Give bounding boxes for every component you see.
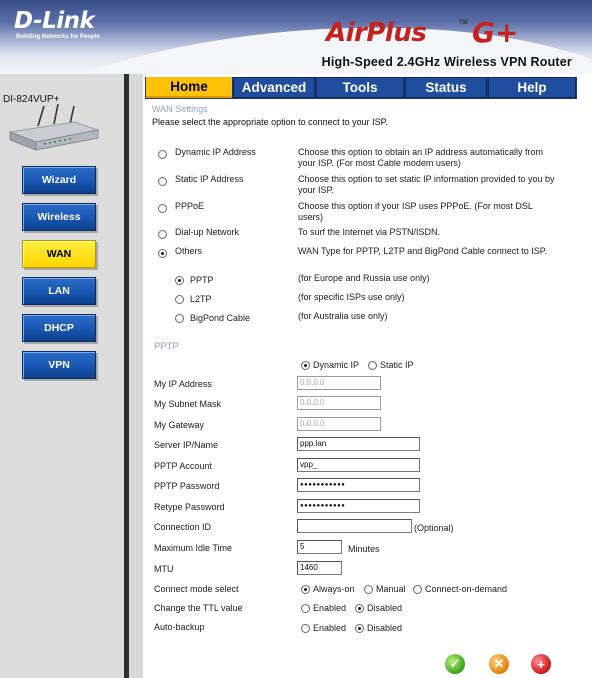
tab-tools[interactable]: Tools bbox=[316, 77, 404, 98]
gateway-field[interactable]: 0.0.0.0 bbox=[297, 417, 381, 431]
radio-backup-disabled[interactable] bbox=[355, 624, 364, 633]
model-label: DI-824VUP+ bbox=[3, 94, 60, 105]
tab-help[interactable]: Help bbox=[488, 77, 576, 98]
cancel-icon: ✕ bbox=[493, 656, 505, 671]
radio-pptp-dynamic-ip[interactable] bbox=[301, 361, 310, 370]
router-image bbox=[8, 104, 100, 152]
label-pptp-password: PPTP Password bbox=[154, 481, 220, 491]
sidebar-item-dhcp[interactable]: DHCP bbox=[22, 314, 96, 342]
label-mtu: MTU bbox=[154, 564, 174, 574]
label-static-ip: Static IP Address bbox=[175, 174, 244, 184]
desc-dialup: To surf the Internet via PSTN/ISDN. bbox=[298, 227, 441, 237]
label-manual: Manual bbox=[376, 584, 406, 594]
cancel-button[interactable] bbox=[489, 654, 509, 674]
sidebar-item-wan[interactable]: WAN bbox=[22, 240, 96, 268]
label-ttl-disabled: Disabled bbox=[367, 603, 403, 613]
label-ttl: Change the TTL value bbox=[154, 603, 243, 613]
label-retype-password: Retype Password bbox=[154, 502, 225, 512]
radio-always-on[interactable] bbox=[301, 585, 310, 594]
dlink-logo: D-Link bbox=[14, 8, 95, 34]
sidebar-item-vpn[interactable]: VPN bbox=[22, 351, 96, 379]
radio-manual[interactable] bbox=[364, 585, 373, 594]
label-l2tp: L2TP bbox=[190, 294, 212, 304]
label-bigpond: BigPond Cable bbox=[190, 313, 251, 323]
label-pptp: PPTP bbox=[190, 275, 214, 285]
desc-pppoe: Choose this option if your ISP uses PPPoE. (For most DSL users) bbox=[298, 201, 533, 222]
tab-status[interactable]: Status bbox=[405, 77, 487, 98]
label-others: Others bbox=[175, 246, 203, 256]
radio-others[interactable] bbox=[158, 249, 167, 258]
radio-pppoe[interactable] bbox=[158, 204, 167, 213]
label-connect-on-demand: Connect-on-demand bbox=[425, 584, 508, 594]
gplus-logo: G+ bbox=[472, 16, 519, 49]
radio-static-ip[interactable] bbox=[158, 177, 167, 186]
radio-ttl-disabled[interactable] bbox=[355, 604, 364, 613]
label-backup-enabled: Enabled bbox=[313, 623, 347, 633]
server-ip-field[interactable]: ppp.lan bbox=[297, 437, 420, 451]
desc-dynamic-ip: Choose this option to obtain an IP address automatically from your ISP. (For most Cable modem users) bbox=[298, 147, 543, 168]
label-auto-backup: Auto-backup bbox=[154, 622, 205, 632]
pptp-heading: PPTP bbox=[154, 341, 179, 352]
optional-note: (Optional) bbox=[414, 523, 454, 533]
radio-bigpond[interactable] bbox=[175, 314, 184, 323]
connection-id-field[interactable] bbox=[297, 519, 412, 533]
wan-settings-instructions: Please select the appropriate option to connect to your ISP. bbox=[152, 117, 388, 127]
tab-advanced[interactable]: Advanced bbox=[233, 77, 315, 98]
idle-time-unit: Minutes bbox=[348, 544, 380, 554]
radio-l2tp[interactable] bbox=[175, 295, 184, 304]
help-icon: + bbox=[537, 656, 545, 672]
sidebar-item-wireless[interactable]: Wireless bbox=[22, 203, 96, 231]
dlink-tagline: Building Networks for People bbox=[16, 34, 100, 40]
label-pppoe: PPPoE bbox=[175, 201, 205, 211]
desc-bigpond: (for Australia use only) bbox=[298, 311, 388, 321]
sidebar-item-lan[interactable]: LAN bbox=[22, 277, 96, 305]
radio-backup-enabled[interactable] bbox=[301, 624, 310, 633]
sidebar-item-wizard[interactable]: Wizard bbox=[22, 166, 96, 194]
desc-others: WAN Type for PPTP, L2TP and BigPond Cable connect to ISP. bbox=[298, 246, 548, 256]
label-always-on: Always-on bbox=[313, 584, 355, 594]
label-connection-id: Connection ID bbox=[154, 522, 212, 532]
pptp-account-field[interactable]: vpp_ bbox=[297, 458, 420, 472]
pptp-password-field[interactable]: ●●●●●●●●●●● bbox=[297, 478, 420, 492]
radio-ttl-enabled[interactable] bbox=[301, 604, 310, 613]
desc-pptp: (for Europe and Russia use only) bbox=[298, 273, 430, 283]
desc-l2tp: (for specific ISPs use only) bbox=[298, 292, 405, 302]
label-server-ip: Server IP/Name bbox=[154, 440, 219, 450]
label-ttl-enabled: Enabled bbox=[313, 603, 347, 613]
label-pptp-dynamic-ip: Dynamic IP bbox=[313, 360, 360, 370]
label-backup-disabled: Disabled bbox=[367, 623, 403, 633]
product-title: High-Speed 2.4GHz Wireless VPN Router bbox=[321, 55, 572, 69]
label-dialup: Dial-up Network bbox=[175, 227, 240, 237]
idle-time-field[interactable]: 5 bbox=[297, 540, 342, 554]
header-banner bbox=[0, 0, 592, 74]
radio-pptp-static-ip[interactable] bbox=[368, 361, 377, 370]
tab-home[interactable]: Home bbox=[146, 77, 232, 98]
radio-dialup[interactable] bbox=[158, 230, 167, 239]
label-gateway: My Gateway bbox=[154, 420, 205, 430]
label-connect-mode: Connect mode select bbox=[154, 584, 239, 594]
sidebar-strip bbox=[129, 74, 143, 678]
mtu-field[interactable]: 1460 bbox=[297, 561, 342, 575]
radio-pptp[interactable] bbox=[175, 276, 184, 285]
airplus-logo: AirPlus bbox=[326, 18, 427, 48]
label-pptp-account: PPTP Account bbox=[154, 461, 212, 471]
label-idle-time: Maximum Idle Time bbox=[154, 543, 233, 553]
radio-connect-on-demand[interactable] bbox=[413, 585, 422, 594]
label-dynamic-ip: Dynamic IP Address bbox=[175, 147, 256, 157]
trademark-mark: TM bbox=[459, 20, 468, 26]
help-button[interactable] bbox=[531, 654, 551, 674]
subnet-mask-field[interactable]: 0.0.0.0 bbox=[297, 396, 381, 410]
my-ip-field[interactable]: 0.0.0.0 bbox=[297, 376, 381, 390]
wan-settings-heading: WAN Settings bbox=[152, 104, 208, 114]
label-pptp-static-ip: Static IP bbox=[380, 360, 414, 370]
retype-password-field[interactable]: ●●●●●●●●●●● bbox=[297, 499, 420, 513]
apply-button[interactable] bbox=[445, 654, 465, 674]
label-subnet-mask: My Subnet Mask bbox=[154, 399, 222, 409]
check-icon: ✓ bbox=[449, 656, 461, 671]
label-my-ip: My IP Address bbox=[154, 379, 212, 389]
desc-static-ip: Choose this option to set static IP information provided to you by your ISP. bbox=[298, 174, 555, 195]
radio-dynamic-ip[interactable] bbox=[158, 150, 167, 159]
